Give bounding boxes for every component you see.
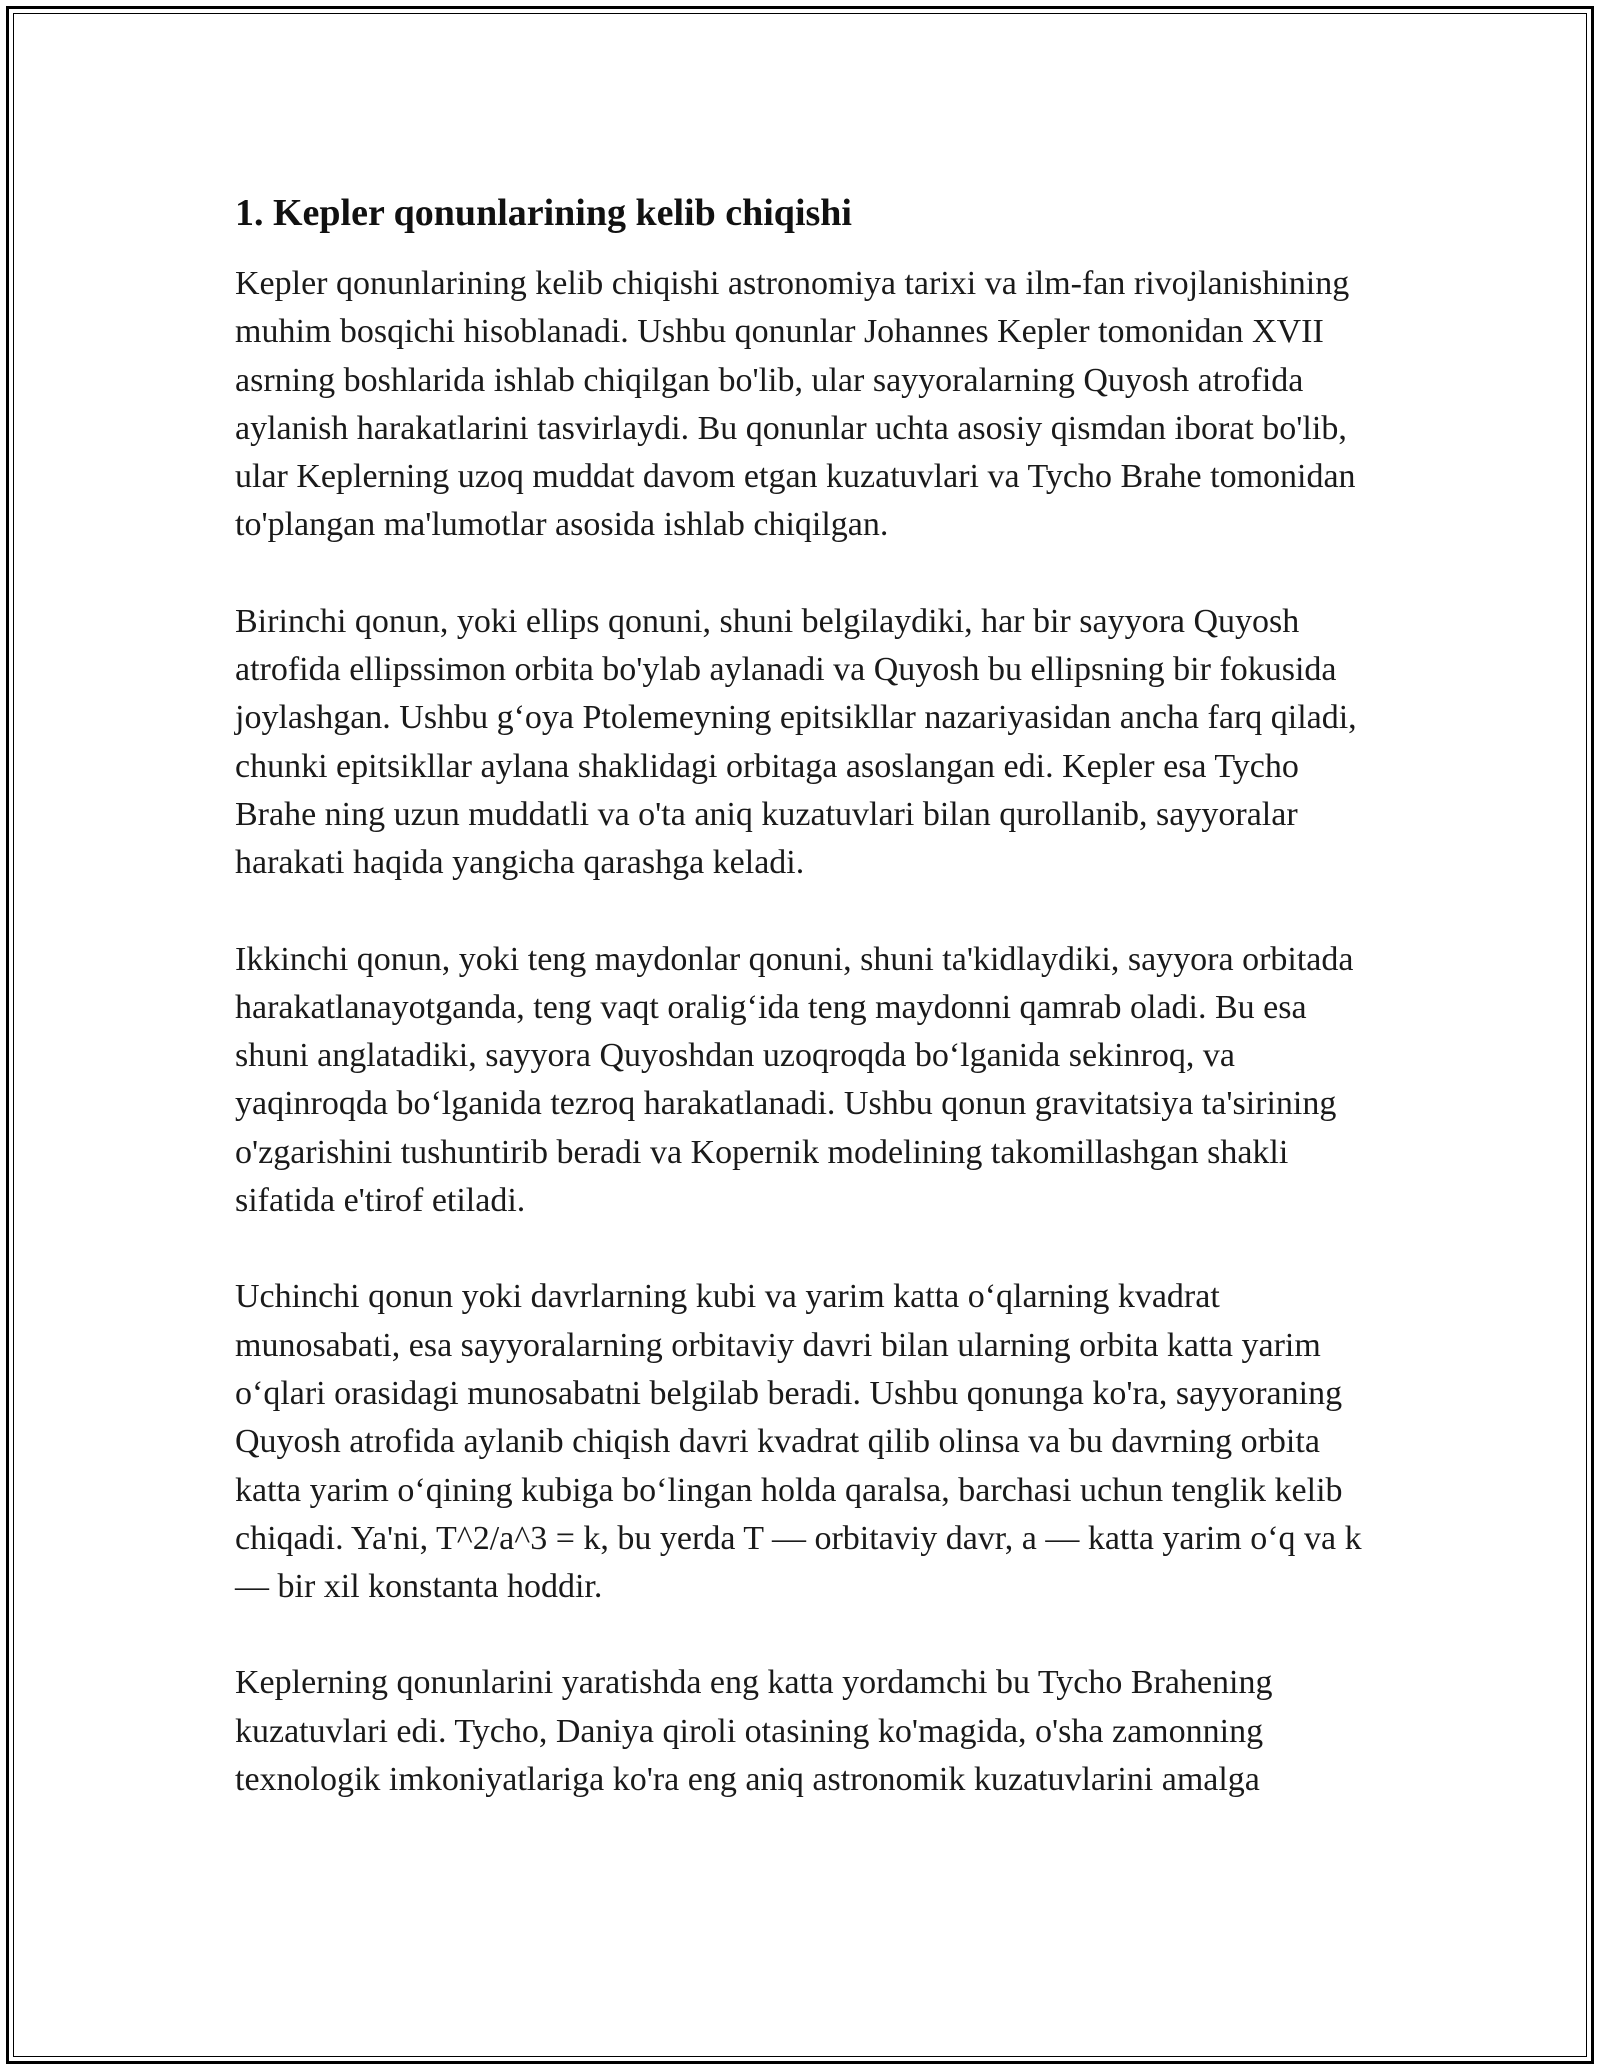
paragraph-third-law: Uchinchi qonun yoki davrlarning kubi va yarim katta o‘qlarning kvadrat munosabati, esa sayyoralarning orbitaviy davri bilan ularning orbita katta yarim o‘qlari orasidagi munosabatni belgilab beradi. Ushbu qonunga ko'ra, sayyoraning Quyosh atrofida aylanib chiqish davri kvadrat qilib olinsa va bu davrning orbita katta yarim o‘qining kubiga bo‘lingan holda qaralsa, barchasi uchun tenglik kelib chiqadi. Ya'ni, T^2/a^3 = k, bu yerda T — orbitaviy davr, a — katta yarim o‘q va k — bir xil konstanta hoddir. bbox=[235, 1278, 1362, 1606]
paragraph-tycho-brahe: Keplerning qonunlarini yaratishda eng katta yordamchi bu Tycho Brahening kuzatuvlari edi. Tycho, Daniya qiroli otasining ko'magida, o'sha zamonning texnologik imkoniyatlariga ko'ra eng aniq astronomik kuzatuvlarini amalga bbox=[235, 1664, 1273, 1799]
paragraph-second-law: Ikkinchi qonun, yoki teng maydonlar qonuni, shuni ta'kidlaydiki, sayyora orbitada harakatlanayotganda, teng vaqt oralig‘ida teng maydonni qamrab oladi. Bu esa shuni anglatadiki, sayyora Quyoshdan uzoqroqda bo‘lganida sekinroq, va yaqinroqda bo‘lganida tezroq harakatlanadi. Ushbu qonun gravitatsiya ta'sirining o'zgarishini tushuntirib beradi va Kopernik modelining takomillashgan shakli sifatida e'tirof etiladi. bbox=[235, 940, 1354, 1220]
document-body bbox=[235, 186, 1385, 1852]
paragraph-first-law: Birinchi qonun, yoki ellips qonuni, shuni belgilaydiki, har bir sayyora Quyosh atrofida ellipssimon orbita bo'ylab aylanadi va Quyosh bu ellipsning bir fokusida joylashgan. Ushbu g‘oya Ptolemeyning epitsikllar nazariyasidan ancha farq qiladi, chunki epitsikllar aylana shaklidagi orbitaga asoslangan edi. Kepler esa Tycho Brahe ning uzun muddatli va o'ta aniq kuzatuvlari bilan qurollanib, sayyoralar harakati haqida yangicha qarashga keladi. bbox=[235, 602, 1357, 882]
paragraph-intro: Kepler qonunlarining kelib chiqishi astronomiya tarixi va ilm-fan rivojlanishining muhim bosqichi hisoblanadi. Ushbu qonunlar Johannes Kepler tomonidan XVII asrning boshlarida ishlab chiqilgan bo'lib, ular sayyoralarning Quyosh atrofida aylanish harakatlarini tasvirlaydi. Bu qonunlar uchta asosiy qismdan iborat bo'lib, ular Keplerning uzoq muddat davom etgan kuzatuvlari va Tycho Brahe tomonidan to'plangan ma'lumotlar asosida ishlab chiqilgan. bbox=[235, 265, 1356, 544]
section-heading: 1. Kepler qonunlarining kelib chiqishi bbox=[235, 192, 852, 234]
